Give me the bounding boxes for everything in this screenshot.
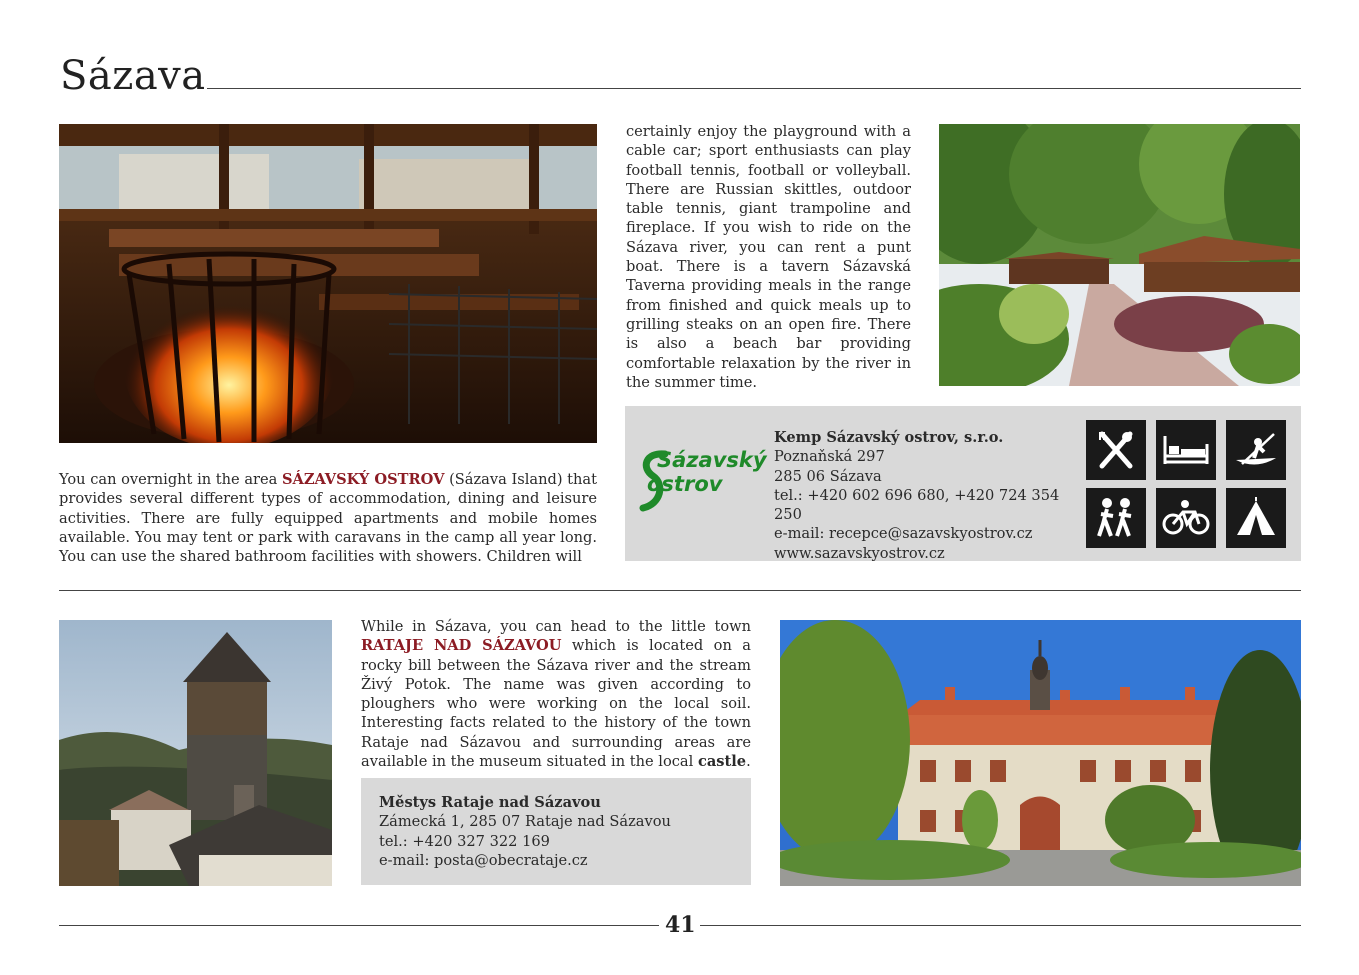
rataje-address: Zámecká 1, 285 07 Rataje nad Sázavou <box>379 813 671 831</box>
footer-rule-left <box>59 925 659 926</box>
camp-phone: tel.: +420 602 696 680, +420 724 354 250 <box>774 486 1060 524</box>
rataje-tower-photo <box>59 620 332 886</box>
sazavsky-ostrov-logo <box>639 448 767 520</box>
camp-contact-lines <box>774 428 1074 563</box>
rataje-text-end: . <box>746 753 751 771</box>
bicycle-icon <box>1156 488 1216 548</box>
tavern-fire-photo <box>59 124 597 443</box>
page-number: 41 <box>665 912 696 938</box>
camp-name: Kemp Sázavský ostrov, s.r.o. <box>774 429 1004 446</box>
restaurant-icon <box>1086 420 1146 480</box>
bed-icon <box>1156 420 1216 480</box>
rataje-text-middle: which is located on a rocky bill between the Sázava river and the stream Živý Potok. The name was given according to ploughers who were working on the local soil. Interesting facts related to the history of the town Rataje nad Sázavou and surrounding areas are available in the museum situated in the local <box>361 637 751 771</box>
rataje-text: While in Sázava, you can head to the little town <box>361 618 751 635</box>
logo-line-1: Sázavský <box>657 448 767 472</box>
castle-bold: castle <box>697 753 747 771</box>
camp-email[interactable]: e-mail: recepce@sazavskyostrov.cz <box>774 525 1033 543</box>
continued-paragraph: certainly enjoy the playground with a cable car; sport enthusiasts can play football tennis, football or volleyball. There are Russian skittles, outdoor table tennis, giant trampoline and fireplace. If you wish to ride on the Sázava river, you can rent a punt boat. There is a tavern Sázavská Taverna providing meals in the range from finished and quick meals up to grilling steaks on an open fire. There is also a beach bar providing comfortable relaxation by the river in the summer time. <box>626 123 911 391</box>
hiking-icon <box>1086 488 1146 548</box>
intro-text-rest: (Sázava Island) that provides several different types of accommodation, dining and leisure activities. There are fully equipped apartments and mobile homes available. You may tent or park with caravans in the camp all year long. You can use the shared bathroom facilities with showers. Children will <box>59 471 597 566</box>
rataje-contact-box <box>361 778 751 885</box>
page-title: Sázava <box>60 53 206 99</box>
section-rule <box>59 590 1301 591</box>
rataje-castle-photo <box>780 620 1301 886</box>
rataje-email[interactable]: e-mail: posta@obecrataje.cz <box>379 851 588 869</box>
camp-garden-photo <box>939 124 1300 386</box>
rataje-name: Městys Rataje nad Sázavou <box>379 794 601 811</box>
intro-paragraph <box>59 470 597 566</box>
camp-street: Poznaňská 297 <box>774 448 885 466</box>
rataje-highlight: RATAJE NAD SÁZAVOU <box>361 637 562 655</box>
rataje-paragraph <box>361 617 751 771</box>
camp-contact-box <box>625 406 1301 561</box>
canoe-icon <box>1226 420 1286 480</box>
rataje-phone: tel.: +420 327 322 169 <box>379 832 550 850</box>
rataje-contact-lines <box>379 793 739 870</box>
title-rule <box>207 88 1301 89</box>
intro-text: You can overnight in the area <box>59 471 282 488</box>
camp-website[interactable]: www.sazavskyostrov.cz <box>774 544 945 562</box>
camp-city: 285 06 Sázava <box>774 467 882 485</box>
tent-icon <box>1226 488 1286 548</box>
logo-line-2: ostrov <box>647 472 723 496</box>
footer-rule-right <box>700 925 1301 926</box>
sazavsky-ostrov-highlight: SÁZAVSKÝ OSTROV <box>281 471 445 488</box>
